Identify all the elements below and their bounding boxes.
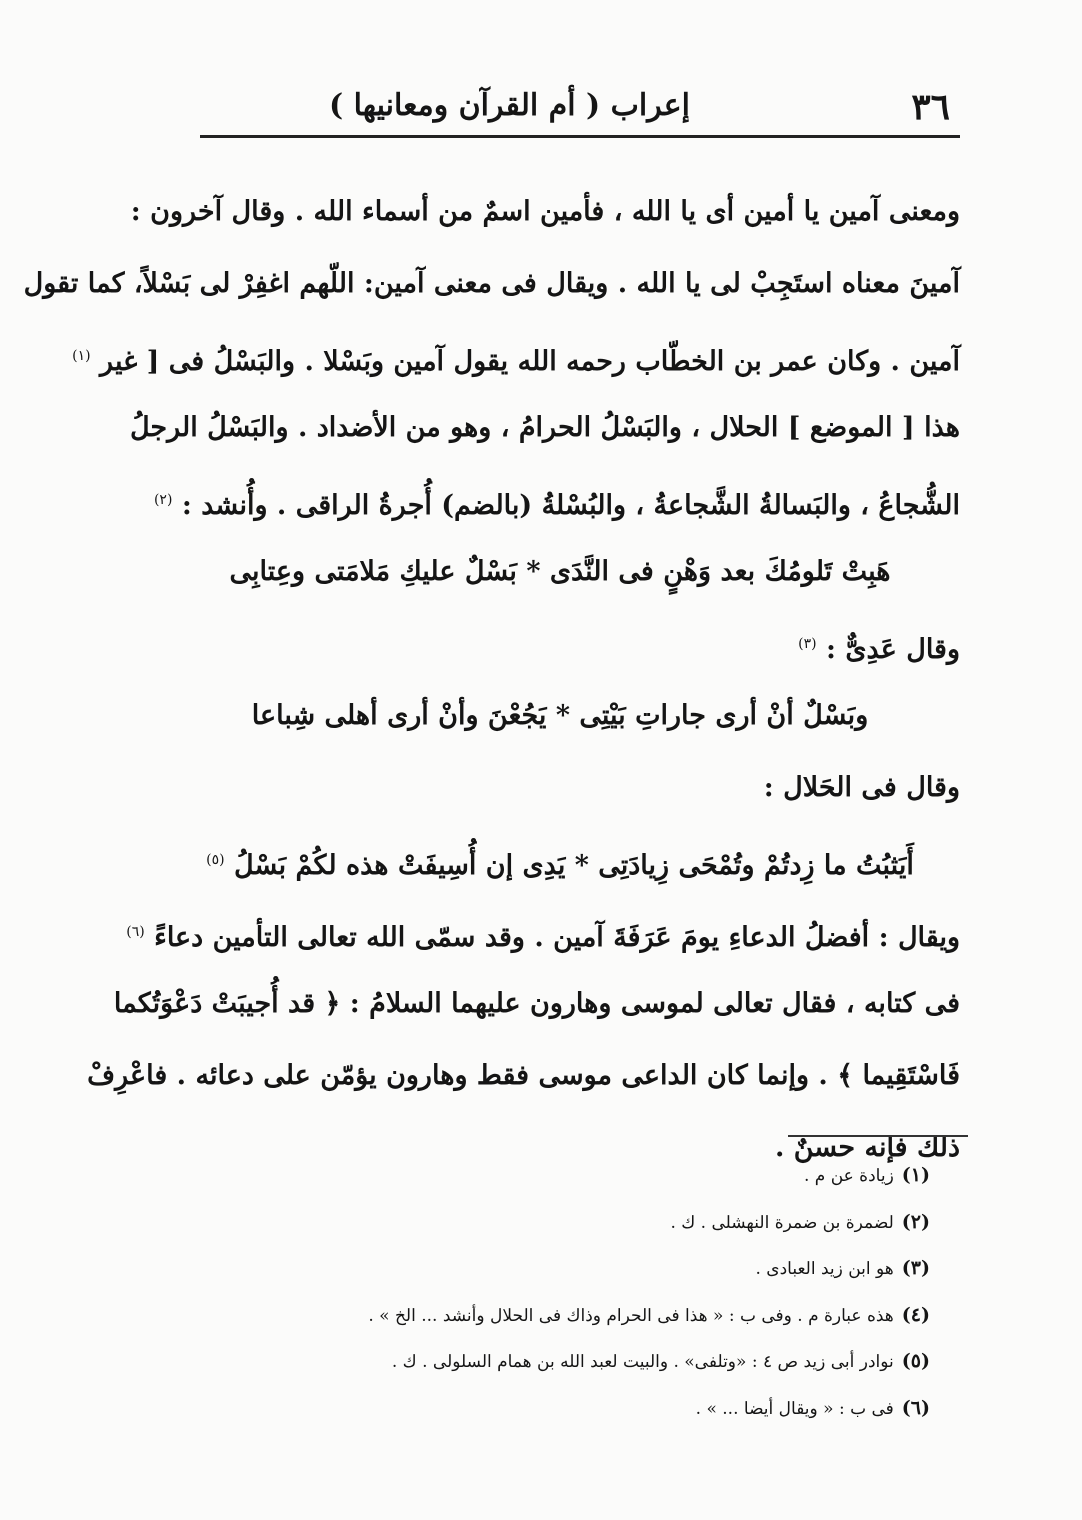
text-line-4: هذا [ الموضع ] الحلال ، والبَسْلُ الحرامُ ، وهو من الأضداد . والبَسْلُ الرجلُ (129, 412, 960, 443)
verse-2: وبَسْلٌ أنْ أرى جاراتِ بَيْتِى * يَجُعْنَ وأنْ أرى أهلى شِباعا (251, 700, 869, 731)
text-line-8: فَاسْتَقِيما ﴾ . وإنما كان الداعى موسى فقط وهارون يؤمّن على دعائه . فاعْرِفْ (87, 1060, 960, 1091)
footnote-number: (٦) (901, 1396, 930, 1419)
footnote-rule (788, 1135, 968, 1137)
verse-2-intro (200, 608, 960, 680)
footnote-3 (280, 1245, 930, 1292)
footnote-2 (280, 1199, 930, 1246)
header-rule (200, 135, 960, 138)
footnote-mark-3: (٣) (798, 636, 817, 652)
footnote-1 (280, 1152, 930, 1199)
footnote-number: (٥) (901, 1350, 930, 1372)
footnote-6 (280, 1385, 930, 1432)
text-line-6 (126, 896, 960, 968)
footnote-number: (٤) (901, 1303, 930, 1326)
footnote-text: لضمرة بن ضمرة النهشلى . ك . (670, 1212, 894, 1233)
text-line-9: ذلك فإنه حسنٌ . (774, 1132, 960, 1163)
verse-3-intro: وقال فى الحَلال : (763, 772, 960, 803)
footnote-text: هو ابن زيد العبادى . (755, 1259, 894, 1279)
text-line-3 (72, 320, 960, 392)
footnote-number: (١) (901, 1164, 930, 1186)
page-number: ٣٦ (911, 86, 950, 128)
verse-3 (200, 824, 960, 896)
footnote-text: هذه عبارة م . وفى ب : « هذا فى الحرام وذاك فى الحلال وأنشد ... الخ » . (368, 1305, 894, 1326)
footnote-5 (280, 1338, 930, 1385)
verse-2-intro-text: وقال عَدِىٌّ : (826, 634, 960, 665)
text-line-3-content: آمين . وكان عمر بن الخطّاب رحمه الله يقول آمين وبَسْلا . والبَسْلُ فى [ غير (100, 346, 960, 377)
text-line-7: فى كتابه ، فقال تعالى لموسى وهارون عليهما السلامُ : ﴿ قد أُجيبَتْ دَعْوَتُكما (113, 988, 960, 1019)
verse-1: هَبِتْ تَلومُكَ بعد وَهْنٍ فى النَّدَى * بَسْلٌ عليكِ مَلامَتى وعِتابِى (229, 556, 891, 587)
footnote-text: فى ب : « ويقال أيضا ... » . (695, 1398, 894, 1419)
text-line-2: آمينَ معناه استَجِبْ لى يا الله . ويقال فى معنى آمين: اللّهم اغفِرْ لى بَسْلاً، كما تقول (23, 268, 960, 299)
verse-3-text: أَيَثبُتُ ما زِدتُمْ وتُمْحَى زِيادَتِى * يَدِى إن أُسِيفَتْ هذه لكُمْ بَسْلُ (234, 850, 914, 881)
footnote-mark-6: (٦) (126, 924, 145, 940)
running-title: إعراب ( أم القرآن ومعانيها ) (329, 88, 690, 123)
text-line-1: ومعنى آمين يا أمين أى يا الله ، فأمين اسمٌ من أسماء الله . وقال آخرون : (130, 196, 960, 227)
footnote-text: نوادر أبى زيد ص ٤ : «وتلفى» . والبيت لعبد الله بن همام السلولى . ك . (391, 1352, 894, 1372)
footnote-number: (٢) (901, 1210, 930, 1233)
footnote-text: زيادة عن م . (803, 1166, 894, 1186)
footnotes (280, 1152, 930, 1431)
footnote-4 (280, 1292, 930, 1339)
page-header (200, 82, 960, 128)
footnote-mark-1: (١) (72, 348, 91, 364)
footnote-mark-5: (٥) (206, 852, 225, 868)
main-text (23, 176, 960, 1184)
text-line-5-content: الشُّجاعُ ، والبَسالةُ الشَّجاعةُ ، والبُسْلةُ (بالضم) أُجرةُ الراقى . وأُنشد : (181, 490, 960, 521)
footnote-number: (٣) (901, 1257, 930, 1279)
footnote-mark-2: (٢) (153, 492, 173, 508)
text-line-5 (153, 464, 960, 536)
text-line-6-content: ويقال : أفضلُ الدعاءِ يومَ عَرَفَةَ آمين . وقد سمّى الله تعالى التأمين دعاءً (154, 922, 960, 953)
